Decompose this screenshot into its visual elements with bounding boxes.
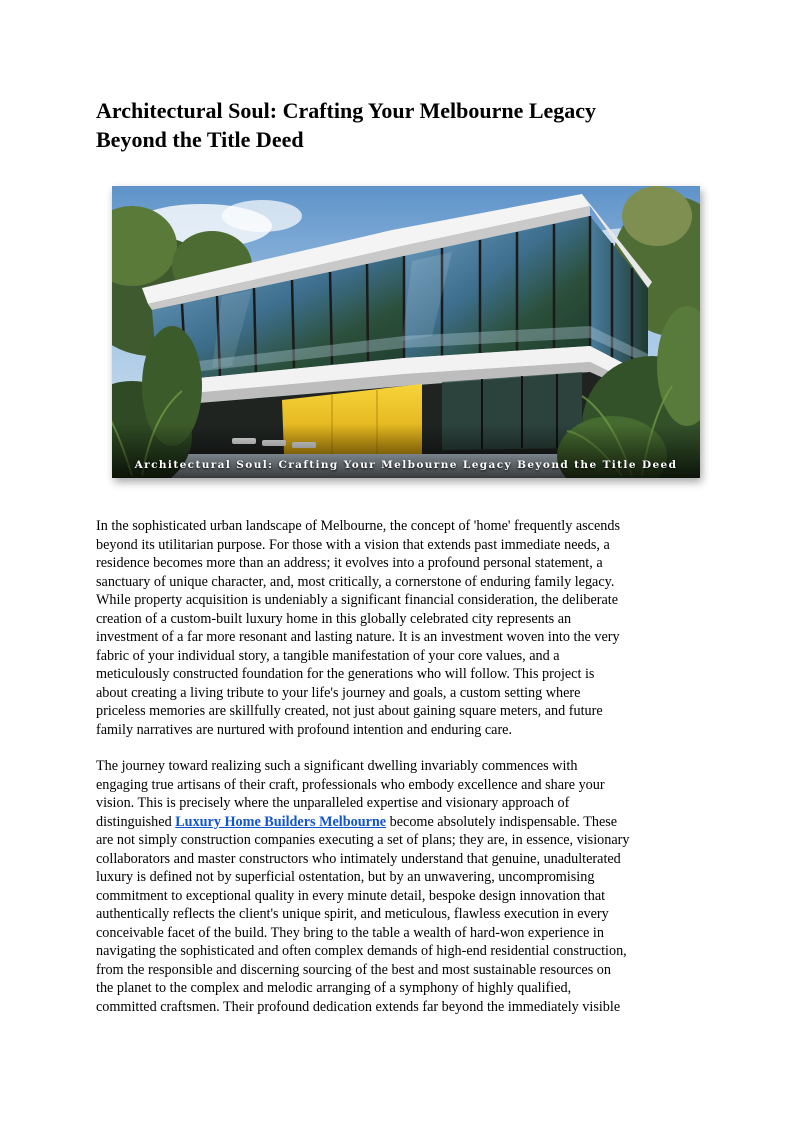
paragraph-1	[96, 517, 700, 739]
paragraph-line: navigating the sophisticated and often complex demands of high-end residential construction,	[96, 943, 627, 959]
paragraph-link-line	[96, 813, 700, 832]
paragraph-line: collaborators and master constructors who intimately understand that genuine, unadulterated	[96, 850, 621, 867]
paragraph-line: sanctuary of unique character, and, most critically, a cornerstone of enduring family legacy.	[96, 573, 615, 590]
link-prefix: distinguished	[96, 813, 176, 830]
article-title-line-2: Beyond the Title Deed	[96, 127, 304, 152]
hero-image	[112, 186, 700, 478]
paragraph-line: conceivable facet of the build. They bring to the table a wealth of hard-won experience in	[96, 924, 604, 941]
paragraph-line: beyond its utilitarian purpose. For those with a vision that extends past immediate needs, a	[96, 536, 610, 553]
paragraph-line: engaging true artisans of their craft, professionals who embody excellence and share your	[96, 776, 605, 793]
paragraph-line: vision. This is precisely where the unparalleled expertise and visionary approach of	[96, 795, 570, 811]
paragraph-line: residence becomes more than an address; it evolves into a profound personal statement, a	[96, 555, 603, 571]
paragraph-line: the planet to the complex and melodic arranging of a symphony of highly qualified,	[96, 980, 572, 996]
paragraph-line: fabric of your individual story, a tangible manifestation of your core values, and a	[96, 647, 560, 664]
hero-caption: Architectural Soul: Crafting Your Melbourne Legacy Beyond the Title Deed	[134, 459, 678, 471]
paragraph-line: commitment to exceptional quality in every minute detail, bespoke design innovation that	[96, 887, 606, 904]
paragraph-line: meticulously constructed foundation for the generations who will follow. This project is	[96, 666, 595, 682]
house-illustration	[112, 186, 700, 478]
paragraph-line: authentically reflects the client's unique spirit, and meticulous, flawless execution in every	[96, 906, 609, 922]
paragraph-2	[96, 757, 700, 1016]
paragraph-line: While property acquisition is undeniably a significant financial consideration, the deliberate	[96, 592, 619, 608]
article-title-line-1: Architectural Soul: Crafting Your Melbourne Legacy	[96, 98, 597, 123]
paragraph-line: committed craftsmen. Their profound dedication extends far beyond the immediately visible	[96, 998, 621, 1015]
paragraph-line: are not simply construction companies executing a set of plans; they are, in essence, visionary	[96, 832, 630, 848]
paragraph-line: In the sophisticated urban landscape of Melbourne, the concept of 'home' frequently ascends	[96, 518, 620, 534]
luxury-home-builders-link[interactable]: Luxury Home Builders Melbourne	[175, 813, 387, 830]
paragraph-line: about creating a living tribute to your life's journey and goals, a custom setting where	[96, 684, 581, 701]
link-suffix: become absolutely indispensable. These	[386, 813, 618, 830]
article-title	[96, 96, 716, 154]
paragraph-line: priceless memories are skillfully created, not just about gaining square meters, and future	[96, 703, 603, 719]
paragraph-line: creation of a custom-built luxury home in this globally celebrated city represents an	[96, 610, 572, 627]
paragraph-line: luxury is defined not by superficial ostentation, but by an unwavering, uncompromising	[96, 869, 595, 885]
paragraph-line: from the responsible and discerning sourcing of the best and most sustainable resources on	[96, 961, 611, 978]
paragraph-line: investment of a far more resonant and lasting nature. It is an investment woven into the very	[96, 629, 620, 645]
paragraph-line: family narratives are nurtured with profound intention and enduring care.	[96, 721, 513, 738]
paragraph-line: The journey toward realizing such a significant dwelling invariably commences with	[96, 758, 578, 774]
